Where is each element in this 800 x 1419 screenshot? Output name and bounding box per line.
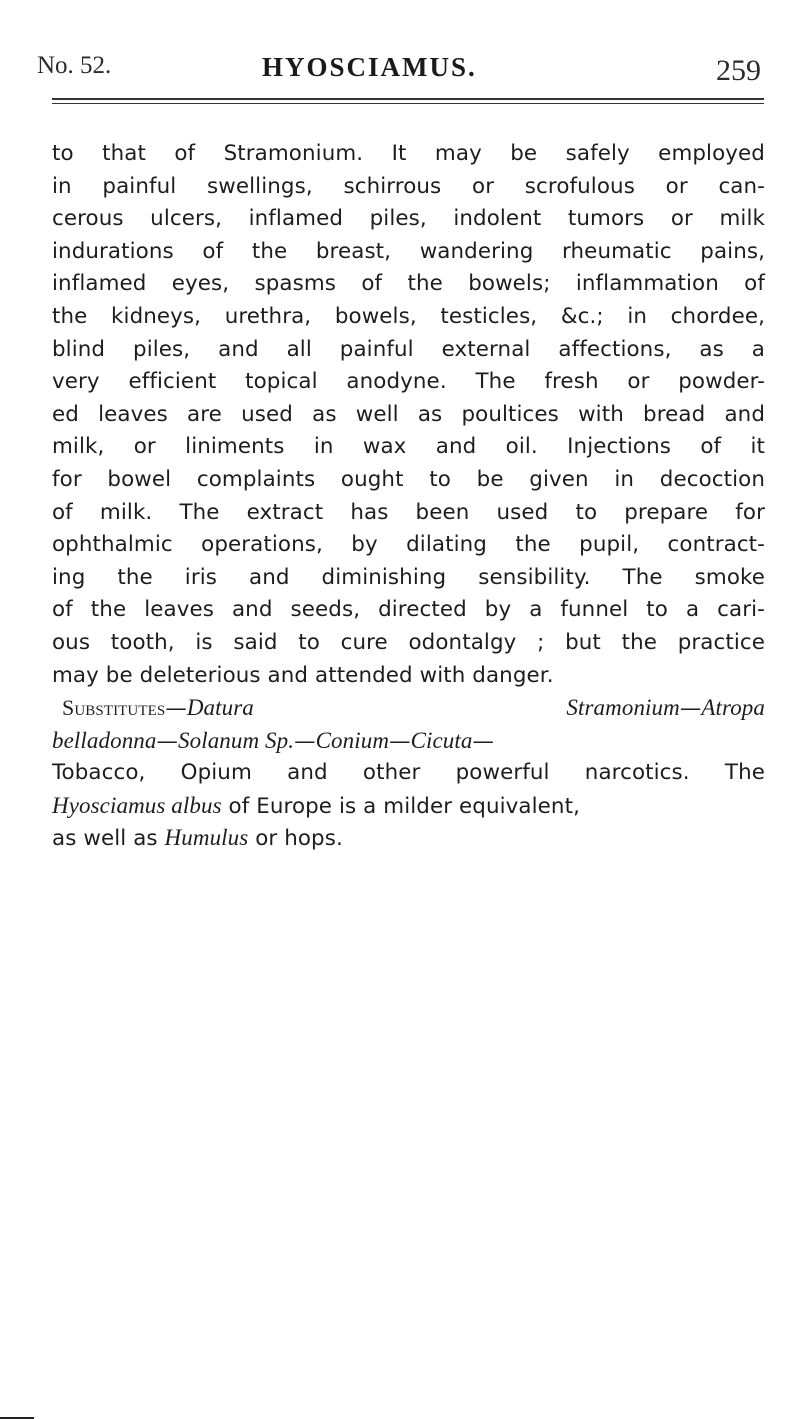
text-line: indurations of the breast, wandering rheumatic pains, — [52, 238, 765, 264]
text-line: for bowel complaints ought to be given in decoction — [52, 466, 765, 492]
substitute-datura: Datura Stramonium — [186, 695, 680, 721]
header-rule — [52, 98, 764, 100]
text-line: ophthalmic operations, by dilating the pupil, contract- — [52, 532, 765, 558]
genus-name: Humulus — [164, 825, 249, 851]
text-line: ed leaves are used as well as poultices with bread and — [52, 401, 765, 427]
substitute-cicuta: Cicuta — [410, 727, 473, 753]
text-run: as well as — [52, 826, 165, 852]
text-line: may be deleterious and attended with danger. — [52, 662, 554, 688]
page-number: 259 — [716, 54, 761, 87]
substitute-atropa: Atropa — [701, 695, 765, 721]
substitutes-line — [52, 725, 765, 758]
text-line: ing the iris and diminishing sensibility. The smoke — [52, 564, 765, 590]
substitute-belladonna: belladonna — [52, 727, 157, 753]
text-line: milk, or liniments in wax and oil. Injections of it — [52, 434, 765, 460]
text-run: of Europe is a milder equivalent, — [221, 793, 580, 819]
dash: — — [389, 728, 411, 754]
page-title: HYOSCIAMUS. — [262, 52, 477, 82]
substitute-conium: Conium — [315, 727, 390, 753]
dash: — — [165, 696, 187, 722]
substitutes-label: Substitutes — [62, 695, 166, 721]
text-line: Tobacco, Opium and other powerful narcotics. The — [52, 760, 765, 786]
text-line: very efficient topical anodyne. The fresh or powder- — [52, 369, 765, 395]
page-header — [37, 52, 767, 92]
chapter-number: No. 52. — [37, 52, 112, 79]
dash: — — [156, 728, 178, 754]
text-line: cerous ulcers, inflamed piles, indolent tumors or milk — [52, 206, 765, 232]
text-line: blind piles, and all painful external affections, as a — [52, 336, 765, 362]
dash: — — [679, 696, 702, 722]
text-line: ous tooth, is said to cure odontalgy ; but the practice — [52, 629, 765, 655]
text-line: of milk. The extract has been used to prepare for — [52, 499, 765, 525]
dash: — — [294, 728, 316, 754]
substitutes-line — [52, 692, 765, 725]
dash: — — [472, 728, 494, 754]
text-run: or hops. — [248, 826, 343, 852]
text-line: the kidneys, urethra, bowels, testicles, &c.; in chordee, — [52, 303, 765, 329]
text-line: in painful swellings, schirrous or scrofulous or can- — [52, 173, 765, 199]
text-line: of the leaves and seeds, directed by a funnel to a cari- — [52, 597, 765, 623]
text-line: to that of Stramonium. It may be safely employed — [52, 141, 765, 166]
species-name: Hyosciamus albus — [52, 792, 222, 818]
text-line: inflamed eyes, spasms of the bowels; inflammation of — [52, 271, 765, 297]
substitutes-line — [52, 790, 765, 823]
header-rule-thin — [52, 103, 764, 104]
body-text — [52, 138, 765, 855]
substitute-solanum: Solanum Sp. — [178, 727, 295, 753]
substitutes-line — [52, 822, 765, 855]
